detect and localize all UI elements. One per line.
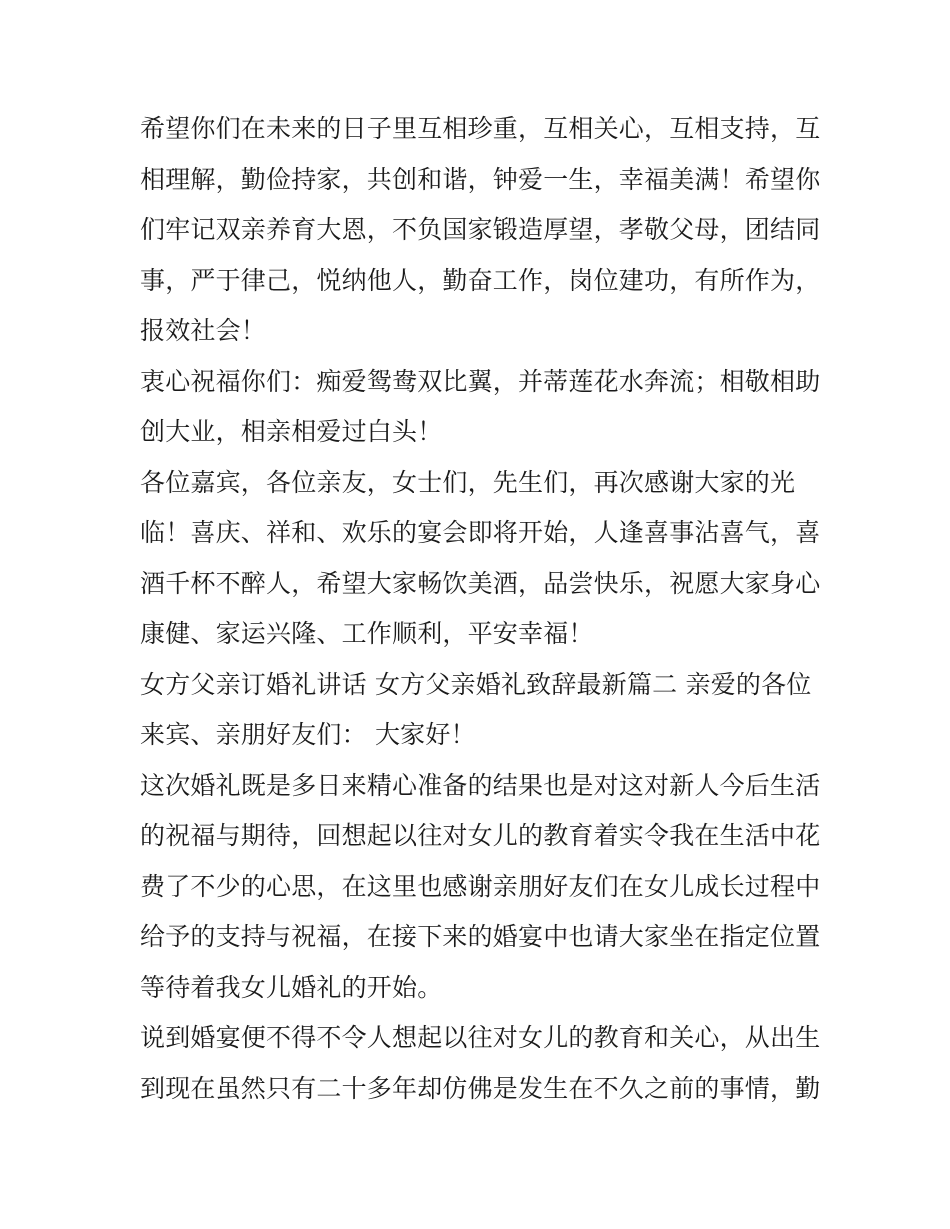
text-line: 报效社会！ bbox=[140, 316, 267, 345]
text-line: 衷心祝福你们：痴爱鸳鸯双比翼，并蒂莲花水奔流；相敬相助 bbox=[140, 366, 820, 396]
text-line: 给予的支持与祝福，在接下来的婚宴中也请大家坐在指定位置 bbox=[140, 922, 820, 951]
body-text bbox=[140, 104, 820, 1114]
text-line: 的祝福与期待，回想起以往对女儿的教育着实令我在生活中花 bbox=[140, 821, 820, 850]
text-line: 来宾、亲朋好友们： 大家好！ bbox=[140, 720, 476, 749]
text-line: 们牢记双亲养育大恩，不负国家锻造厚望，孝敬父母，团结同 bbox=[140, 215, 820, 244]
text-line: 费了不少的心思，在这里也感谢亲朋好友们在女儿成长过程中 bbox=[140, 871, 820, 901]
text-line: 事，严于律己，悦纳他人，勤奋工作，岗位建功，有所作为， bbox=[140, 265, 820, 295]
text-line: 女方父亲订婚礼讲话 女方父亲婚礼致辞最新篇二 亲爱的各位 bbox=[140, 669, 812, 699]
text-line: 酒千杯不醉人，希望大家畅饮美酒，品尝快乐，祝愿大家身心 bbox=[140, 568, 820, 598]
text-line: 创大业，相亲相爱过白头！ bbox=[140, 417, 443, 446]
text-line: 到现在虽然只有二十多年却仿佛是发生在不久之前的事情，勤 bbox=[140, 1073, 820, 1103]
text-line: 等待着我女儿婚礼的开始。 bbox=[140, 972, 443, 1002]
text-line: 各位嘉宾，各位亲友，女士们，先生们，再次感谢大家的光 bbox=[140, 467, 796, 497]
text-line: 临！喜庆、祥和、欢乐的宴会即将开始，人逢喜事沾喜气，喜 bbox=[140, 518, 820, 547]
text-line: 这次婚礼既是多日来精心准备的结果也是对这对新人今后生活 bbox=[140, 770, 820, 800]
text-line: 希望你们在未来的日子里互相珍重，互相关心，互相支持，互 bbox=[140, 114, 820, 143]
text-line: 康健、家运兴隆、工作顺利，平安幸福！ bbox=[140, 619, 594, 648]
text-line: 说到婚宴便不得不令人想起以往对女儿的教育和关心，从出生 bbox=[140, 1023, 820, 1052]
text-line: 相理解，勤俭持家，共创和谐，钟爱一生，幸福美满！希望你 bbox=[140, 164, 820, 194]
